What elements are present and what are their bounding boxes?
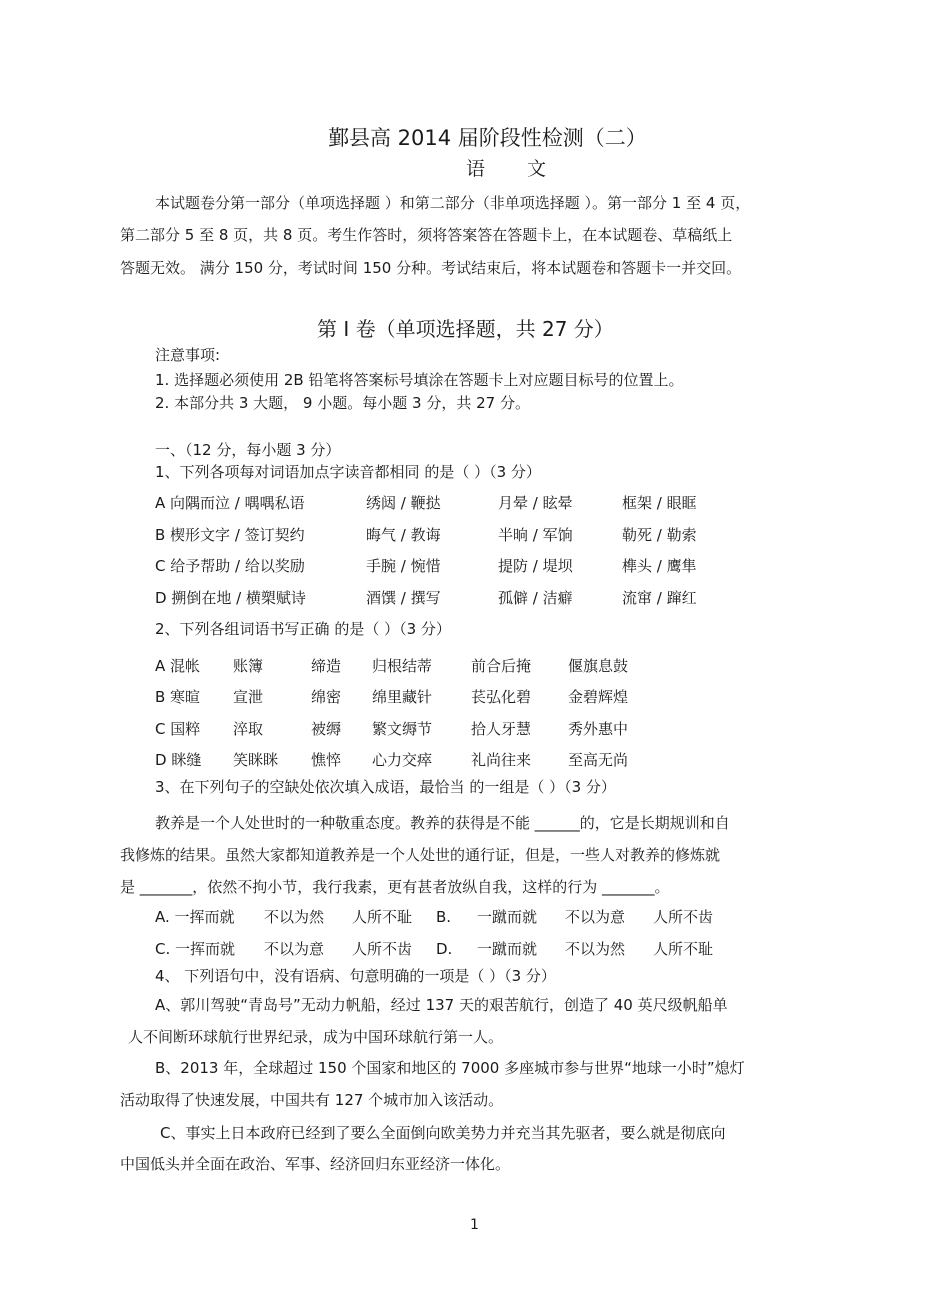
option-cell: 流窜 / 蹿红 — [622, 589, 697, 607]
option-cell: 账簿 — [233, 657, 264, 675]
option-cell: B 寒暄 — [155, 688, 201, 706]
option-cell: 憔悴 — [311, 751, 342, 769]
option-cell: 一蹴而就 — [477, 908, 538, 926]
option-cell: 晦气 / 教诲 — [366, 526, 441, 544]
option-cell: D 眯缝 — [155, 751, 202, 769]
option-cell: 礼尚往来 — [471, 751, 532, 769]
option-cell: 勒死 / 勒索 — [622, 526, 697, 544]
option-cell: D 搠倒在地 / 横槊赋诗 — [155, 589, 306, 607]
section-title: 第 Ⅰ 卷（单项选择题，共 27 分） — [317, 317, 614, 341]
option-cell: 不以为意 — [565, 908, 626, 926]
question-stem: 2、下列各组词语书写正确 的是（ ）（3 分） — [155, 620, 451, 638]
option-line: B、2013 年，全球超过 150 个国家和地区的 7000 多座城市参与世界“地球一小时”熄灯 — [155, 1059, 745, 1077]
passage-line: 教养是一个人处世时的一种敬重态度。教养的获得是不能 ______的，它是长期规训和自 — [155, 814, 730, 832]
intro-line: 答题无效。 满分 150 分，考试时间 150 分种。考试结束后，将本试题卷和答题卡一并交回。 — [120, 259, 742, 277]
subject-title: 语 文 — [466, 158, 565, 180]
option-cell: 榫头 / 鹰隼 — [622, 557, 697, 575]
option-line: 人不间断环球航行世界纪录，成为中国环球航行第一人。 — [128, 1028, 504, 1046]
passage-line: 是 _______，依然不拘小节，我行我素，更有甚者放纵自我，这样的行为 _______。 — [120, 878, 670, 896]
option-cell: 繁文缛节 — [372, 720, 433, 738]
option-cell: 一蹴而就 — [477, 940, 538, 958]
option-cell: 手腕 / 惋惜 — [366, 557, 441, 575]
option-cell: C. 一挥而就 — [155, 940, 236, 958]
option-cell: A 向隅而泣 / 喁喁私语 — [155, 494, 305, 512]
option-cell: 框架 / 眼眶 — [622, 494, 697, 512]
option-cell: 人所不齿 — [352, 940, 413, 958]
option-cell: 至高无尚 — [568, 751, 629, 769]
question-stem: 3、在下列句子的空缺处依次填入成语，最恰当 的一组是（ ）（3 分） — [155, 778, 616, 796]
option-cell: 不以为意 — [264, 940, 325, 958]
part-heading: 一、（12 分，每小题 3 分） — [155, 441, 341, 459]
exam-title: 鄞县高 2014 届阶段性检测（二） — [328, 126, 647, 150]
note-item: 2. 本部分共 3 大题， 9 小题。每小题 3 分，共 27 分。 — [155, 394, 530, 412]
option-cell: A 混帐 — [155, 657, 201, 675]
option-cell: 归根结蒂 — [372, 657, 433, 675]
option-cell: 人所不耻 — [352, 908, 413, 926]
option-cell: C 国粹 — [155, 720, 201, 738]
option-cell: B 楔形文字 / 签订契约 — [155, 526, 305, 544]
option-cell: 孤僻 / 洁癖 — [498, 589, 573, 607]
option-line: C、事实上日本政府已经到了要么全面倒向欧美势力并充当其先驱者，要么就是彻底向 — [160, 1124, 726, 1142]
option-cell: 金碧辉煌 — [568, 688, 629, 706]
option-cell: 秀外惠中 — [568, 720, 629, 738]
option-cell: 绵密 — [311, 688, 342, 706]
option-cell: 偃旗息鼓 — [568, 657, 629, 675]
option-cell: 人所不齿 — [653, 908, 714, 926]
option-cell: A. 一挥而就 — [155, 908, 235, 926]
option-line: A、郭川驾驶“青岛号”无动力帆船，经过 137 天的艰苦航行，创造了 40 英尺级帆船单 — [155, 996, 728, 1014]
option-cell: 半晌 / 军饷 — [498, 526, 573, 544]
option-cell: 绣闼 / 鞭挞 — [366, 494, 441, 512]
option-cell: 宣泄 — [233, 688, 264, 706]
option-cell: 笑眯眯 — [233, 751, 279, 769]
option-cell: 缔造 — [311, 657, 342, 675]
intro-line: 第二部分 5 至 8 页，共 8 页。考生作答时，须将答案答在答题卡上，在本试题卷、草稿纸上 — [120, 226, 733, 244]
question-stem: 4、 下列语句中，没有语病、句意明确的一项是（ ）（3 分） — [155, 967, 556, 985]
option-cell: 苌弘化碧 — [471, 688, 532, 706]
option-cell: D. — [436, 940, 453, 958]
option-cell: 不以为然 — [565, 940, 626, 958]
option-cell: 酒馔 / 撰写 — [366, 589, 441, 607]
notes-title: 注意事项: — [155, 346, 221, 364]
option-cell: 不以为然 — [264, 908, 325, 926]
option-line: 活动取得了快速发展，中国共有 127 个城市加入该活动。 — [120, 1091, 504, 1109]
option-cell: B. — [436, 908, 452, 926]
intro-line: 本试题卷分第一部分（单项选择题 ）和第二部分（非单项选择题 ）。第一部分 1 至 4 页， — [155, 194, 751, 212]
option-cell: 心力交瘁 — [372, 751, 433, 769]
option-cell: 被缛 — [311, 720, 342, 738]
option-cell: 绵里藏针 — [372, 688, 433, 706]
option-cell: C 给予帮助 / 给以奖励 — [155, 557, 305, 575]
option-cell: 提防 / 堤坝 — [498, 557, 573, 575]
note-item: 1. 选择题必须使用 2B 铅笔将答案标号填涂在答题卡上对应题目标号的位置上。 — [155, 371, 684, 389]
option-cell: 淬取 — [233, 720, 264, 738]
page-number: 1 — [470, 1217, 479, 1233]
question-stem: 1、下列各项每对词语加点字读音都相同 的是（ ）（3 分） — [155, 463, 541, 481]
option-cell: 拾人牙慧 — [471, 720, 532, 738]
option-line: 中国低头并全面在政治、军事、经济回归东亚经济一体化。 — [120, 1155, 511, 1173]
passage-line: 我修炼的结果。虽然大家都知道教养是一个人处世的通行证，但是，一些人对教养的修炼就 — [120, 846, 721, 864]
option-cell: 月晕 / 眩晕 — [498, 494, 573, 512]
option-cell: 前合后掩 — [471, 657, 532, 675]
option-cell: 人所不耻 — [653, 940, 714, 958]
